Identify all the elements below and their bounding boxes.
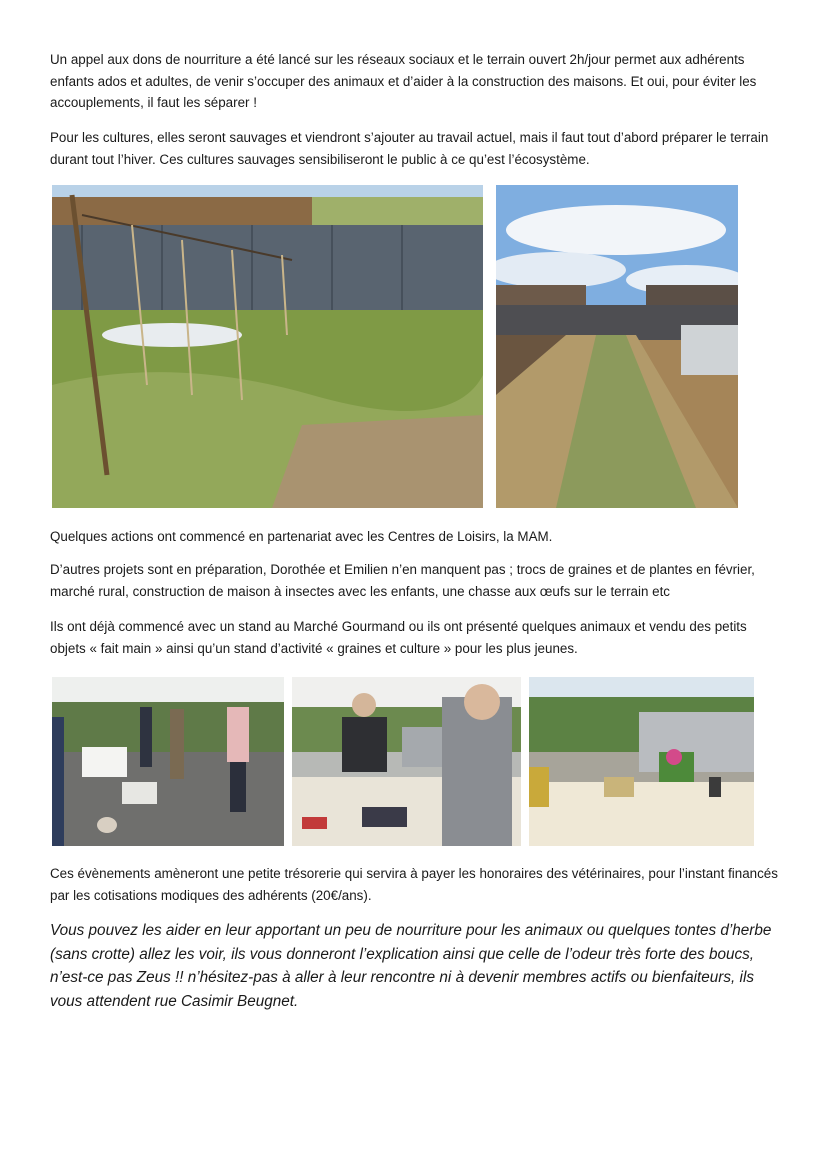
photo-stand-products: [292, 677, 521, 846]
paragraph-treasury: Ces évènements amèneront une petite trésorerie qui servira à payer les honoraires des vétérinaires, pour l’instant financés par les cotisations modiques des adhérents (20€/ans).: [50, 866, 778, 903]
photo-garden-fence: [52, 185, 483, 508]
photo-activity-table: [529, 677, 754, 846]
paragraph-call-to-action: Vous pouvez les aider en leur apportant un peu de nourriture pour les animaux ou quelques tontes d’herbe (sans crotte) allez les voir, ils vous donneront l’explication ainsi que celle de l’odeur très forte des boucs, n’est-ce pas Zeus !! n’hésitez-pas à aller à leur rencontre ni à devenir membres actifs ou bienfaiteurs, ils vous attendent rue Casimir Beugnet.: [50, 922, 772, 1010]
paragraph-partnership: Quelques actions ont commencé en partenariat avec les Centres de Loisirs, la MAM.: [50, 529, 553, 544]
photo-straw-path: [496, 185, 738, 508]
photo-tent-visitors: [52, 677, 284, 846]
paragraph-donations: Un appel aux dons de nourriture a été lancé sur les réseaux sociaux et le terrain ouvert 2h/jour permet aux adhérents enfants ados et adultes, de venir s’occuper des animaux et d’aider à la construction des maisons. Et oui, pour éviter les accouplements, il faut les séparer !: [50, 52, 757, 110]
paragraph-market-stand: Ils ont déjà commencé avec un stand au Marché Gourmand ou ils ont présenté quelques animaux et vendu des petits objets « fait main » ainsi qu’un stand d’activité « graines et culture » pour les plus jeunes.: [50, 619, 747, 656]
paragraph-projects: D’autres projets sont en préparation, Dorothée et Emilien n’en manquent pas ; trocs de graines et de plantes en février, marché rural, construction de maison à insectes avec les enfants, une chasse aux œufs sur le terrain etc: [50, 562, 755, 599]
paragraph-cultures: Pour les cultures, elles seront sauvages et viendront s’ajouter au travail actuel, mais il faut tout d’abord préparer le terrain durant tout l’hiver. Ces cultures sauvages sensibiliseront le public à ce qu’est l’écosystème.: [50, 130, 769, 167]
